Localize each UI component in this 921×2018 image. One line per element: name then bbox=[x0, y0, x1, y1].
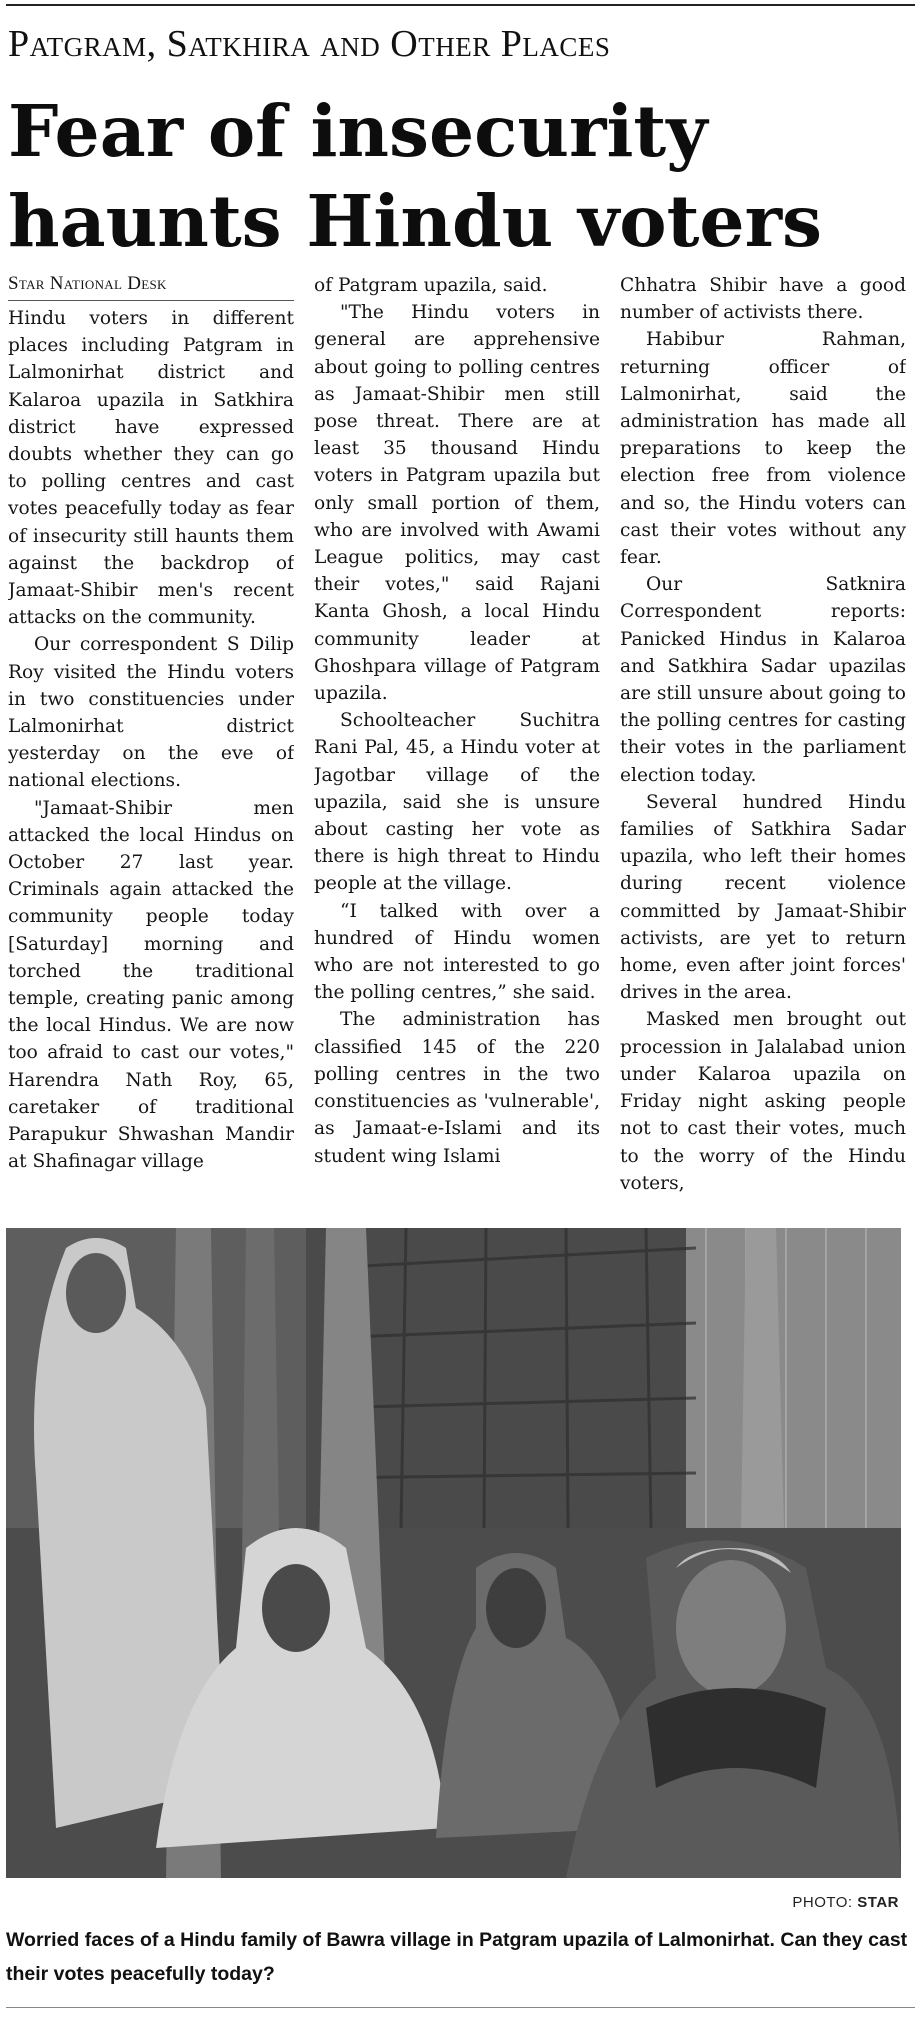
paragraph: Hindu voters in different places including Patgram in Lalmonirhat district and Kalaroa upazila in Satkhira district have expressed doubts whether they can go to polling centres and cast votes peacefully today as fear of insecurity still haunts them against the backdrop of Jamaat-Shibir men's recent attacks on the community. bbox=[8, 308, 294, 629]
article-headline: Fear of insecurity haunts Hindu voters bbox=[8, 89, 822, 263]
photo-credit-name: STAR bbox=[857, 1894, 899, 1911]
paragraph: Chhatra Shibir have a good number of activists there. bbox=[620, 275, 906, 324]
article-column-3 bbox=[620, 272, 906, 1202]
photo-illustration bbox=[6, 1228, 901, 1878]
paragraph: "Jamaat-Shibir men attacked the local Hindus on October 27 last year. Criminals again attacked the community people today [Saturday] morning and torched the traditional temple, creating panic among the local Hindus. We are now too afraid to cast our votes," Harendra Nath Roy, 65, caretaker of traditional Parapukur Shwashan Mandir at Shafinagar village bbox=[8, 797, 294, 1173]
paragraph: "The Hindu voters in general are apprehensive about going to polling centres as Jamaat-Shibir men still pose threat. There are at least 35 thousand Hindu voters in Patgram upazila but only small portion of them, who are involved with Awami League politics, may cast their votes," said Rajani Kanta Ghosh, a local Hindu community leader at Ghoshpara village of Patgram upazila. bbox=[314, 302, 600, 705]
byline: Star National Desk bbox=[8, 272, 294, 301]
top-rule bbox=[6, 4, 915, 6]
paragraph: Schoolteacher Suchitra Rani Pal, 45, a Hindu voter at Jagotbar village of the upazila, said she is unsure about casting her vote as there is high threat to Hindu people at the village. bbox=[314, 710, 600, 895]
paragraph: Our correspondent S Dilip Roy visited the Hindu voters in two constituencies under Lalmonirhat district yesterday on the eve of national elections. bbox=[8, 634, 294, 792]
paragraph: of Patgram upazila, said. bbox=[314, 275, 548, 296]
article-column-2 bbox=[314, 272, 600, 1202]
paragraph: The administration has classified 145 of the 220 polling centres in the two constituencies as 'vulnerable', as Jamaat-e-Islami and its student wing Islami bbox=[314, 1009, 600, 1167]
paragraph: “I talked with over a hundred of Hindu women who are not interested to go the polling centres,” she said. bbox=[314, 900, 600, 1004]
news-photo bbox=[6, 1228, 901, 1878]
paragraph: Masked men brought out procession in Jalalabad union under Kalaroa upazila on Friday night asking people not to cast their votes, much to the worry of the Hindu voters, bbox=[620, 1009, 906, 1194]
bottom-rule bbox=[6, 2007, 915, 2008]
article-column-1 bbox=[8, 272, 294, 1202]
paragraph: Several hundred Hindu families of Satkhira Sadar upazila, who left their homes during recent violence committed by Jamaat-Shibir activists, are yet to return home, even after joint forces' drives in the area. bbox=[620, 791, 906, 1004]
photo-credit-prefix: PHOTO: bbox=[792, 1894, 853, 1911]
paragraph: Our Satknira Correspondent reports: Panicked Hindus in Kalaroa and Satkhira Sadar upazilas are still unsure about going to the polling centres for casting their votes in the parliament election today. bbox=[620, 574, 906, 786]
photo-credit bbox=[792, 1894, 899, 1911]
paragraph: Habibur Rahman, returning officer of Lalmonirhat, said the administration has made all preparations to keep the election free from violence and so, the Hindu voters can cast their votes without any fear. bbox=[620, 329, 906, 569]
article-kicker: Patgram, Satkhira and Other Places bbox=[8, 23, 611, 65]
photo-caption: Worried faces of a Hindu family of Bawra village in Patgram upazila of Lalmonirhat. Can they cast their votes peacefully today? bbox=[6, 1929, 908, 1985]
